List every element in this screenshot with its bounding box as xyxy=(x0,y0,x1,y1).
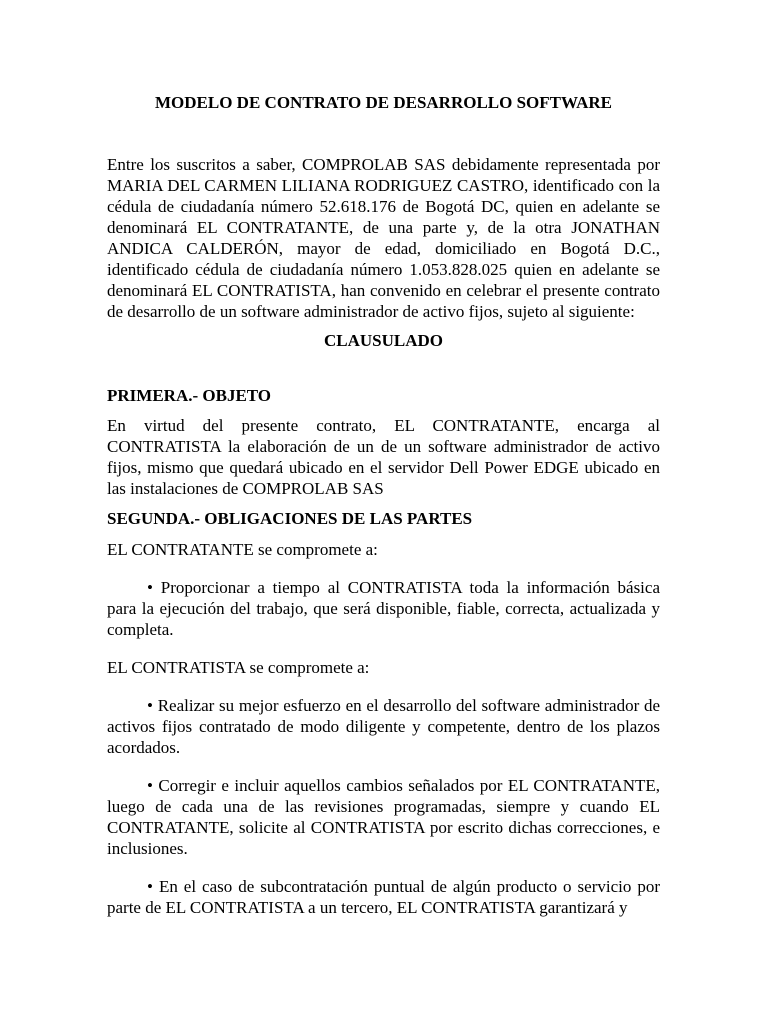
bullet-icon: • xyxy=(147,578,153,597)
bullet-text: En el caso de subcontratación puntual de algún producto o servicio por parte de EL CONTRATISTA a un tercero, EL CONTRATISTA garantizará y xyxy=(107,877,660,917)
document-title: MODELO DE CONTRATO DE DESARROLLO SOFTWARE xyxy=(154,93,613,112)
contratista-bullet-item xyxy=(107,695,660,758)
intro-paragraph: Entre los suscritos a saber, COMPROLAB SAS debidamente representada por MARIA DEL CARMEN LILIANA RODRIGUEZ CASTRO, identificado con la cédula de ciudadanía número 52.618.176 de Bogotá DC, quien en adelante se denominará EL CONTRATANTE, de una parte y, de la otra JONATHAN ANDICA CALDERÓN, mayor de edad, domiciliado en Bogotá D.C., identificado cédula de ciudadanía número 1.053.828.025 quien en adelante se denominará EL CONTRATISTA, han convenido en celebrar el presente contrato de desarrollo de un software administrador de activo fijos, sujeto al siguiente: xyxy=(107,155,660,321)
bullet-text: Corregir e incluir aquellos cambios señalados por EL CONTRATANTE, luego de cada una de las revisiones programadas, siempre y cuando EL CONTRATANTE, solicite al CONTRATISTA por escrito dichas correcciones, e inclusiones. xyxy=(107,776,661,858)
clausulado-heading: CLAUSULADO xyxy=(323,331,444,350)
clause-segunda-heading: SEGUNDA.- OBLIGACIONES DE LAS PARTES xyxy=(107,509,473,528)
bullet-text: Realizar su mejor esfuerzo en el desarrollo del software administrador de activos fijos contratado de modo diligente y competente, dentro de los plazos acordados. xyxy=(107,696,660,757)
bullet-icon: • xyxy=(147,696,153,715)
clause-primera-text: En virtud del presente contrato, EL CONTRATANTE, encarga al CONTRATISTA la elaboración de un de un software administrador de activo fijos, mismo que quedará ubicado en el servidor Dell Power EDGE ubicado en las instalaciones de COMPROLAB SAS xyxy=(107,416,660,498)
document-body xyxy=(107,92,660,935)
bullet-icon: • xyxy=(147,877,153,896)
bullet-text: Proporcionar a tiempo al CONTRATISTA toda la información básica para la ejecución del trabajo, que será disponible, fiable, correcta, actualizada y completa. xyxy=(107,578,660,639)
contratista-bullet-item xyxy=(107,775,660,859)
contratante-bullet-item xyxy=(107,577,660,640)
contratista-intro: EL CONTRATISTA se compromete a: xyxy=(107,658,370,677)
contratista-bullet-item xyxy=(107,876,660,918)
bullet-icon: • xyxy=(147,776,153,795)
clause-primera-heading: PRIMERA.- OBJETO xyxy=(107,386,272,405)
contratante-intro: EL CONTRATANTE se compromete a: xyxy=(107,540,378,559)
